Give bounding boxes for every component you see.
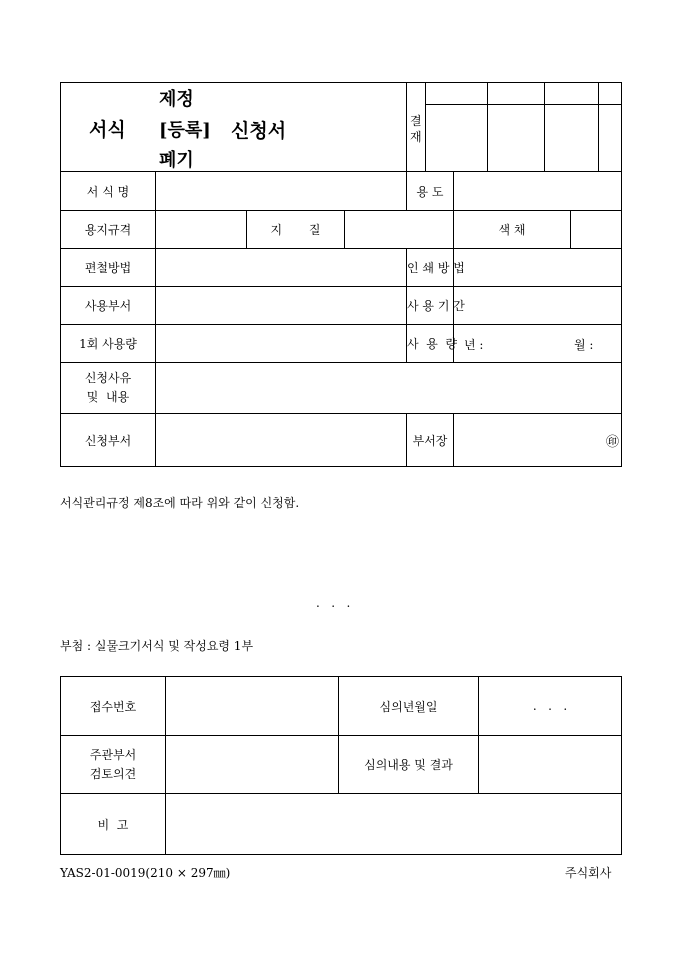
review-date-input[interactable]: . . .: [479, 677, 622, 736]
statement-text: 서식관리규정 제8조에 따라 위와 같이 신청함.: [60, 496, 300, 510]
period-label: 사 용 기 간: [407, 287, 454, 325]
attachment-text: 부첨 : 실물크기서식 및 작성요령 1부: [60, 639, 254, 653]
applicant-dept-label: 신청부서: [61, 414, 156, 467]
review-result-input[interactable]: [479, 736, 622, 794]
reason-input[interactable]: [156, 363, 622, 414]
op-register: [등록]: [159, 120, 211, 141]
dept-label: 사용부서: [61, 287, 156, 325]
dept-head-label: 부서장: [407, 414, 454, 467]
print-input[interactable]: [454, 249, 622, 287]
receipt-no-input[interactable]: [166, 677, 339, 736]
company-name: 주식회사: [565, 866, 612, 880]
doc-name: 신청서: [231, 120, 287, 142]
reason-label: 신청사유 및 내용: [61, 363, 156, 414]
application-form-table: [60, 82, 622, 467]
paper-spec-label: 용지규격: [61, 211, 156, 249]
review-table: [60, 676, 622, 855]
purpose-label: 용 도: [407, 172, 454, 211]
seal-icon: ㊞: [606, 434, 620, 450]
form-name-label: 서 식 명: [61, 172, 156, 211]
form-code: YAS2-01-0019(210 × 297㎜): [60, 866, 231, 880]
application-date[interactable]: . . .: [316, 596, 351, 610]
remarks-label: 비 고: [61, 794, 166, 855]
dept-review-input[interactable]: [166, 736, 339, 794]
usage-month: 월 :: [574, 338, 594, 352]
form-name-input[interactable]: [156, 172, 407, 211]
color-label: 색 채: [454, 211, 571, 249]
paper-spec-input[interactable]: [156, 211, 247, 249]
approval-label: 결 재: [407, 83, 426, 171]
color-input[interactable]: [571, 211, 622, 249]
per-use-label: 1회 사용량: [61, 325, 156, 363]
binding-input[interactable]: [156, 249, 407, 287]
form-label: 서식: [89, 119, 126, 141]
dept-review-label: 주관부서 검토의견: [61, 736, 166, 794]
approval-sign-box-4[interactable]: [599, 105, 651, 170]
op-establish: 제정: [159, 89, 194, 110]
applicant-dept-input[interactable]: [156, 414, 407, 467]
op-abolish: 폐기: [159, 150, 194, 171]
approval-sign-box-3[interactable]: [545, 105, 597, 170]
review-date-label: 심의년월일: [339, 677, 479, 736]
review-result-label: 심의내용 및 결과: [339, 736, 479, 794]
print-label: 인 쇄 방 법: [407, 249, 454, 287]
usage-year: 년 :: [464, 338, 484, 352]
usage-label: 사 용 량: [407, 325, 454, 363]
binding-label: 편철방법: [61, 249, 156, 287]
approval-sign-box-2[interactable]: [488, 105, 543, 170]
usage-input[interactable]: [454, 325, 622, 363]
period-input[interactable]: [454, 287, 622, 325]
purpose-input[interactable]: [454, 172, 622, 211]
paper-quality-label: 지 질: [247, 211, 345, 249]
remarks-input[interactable]: [166, 794, 622, 855]
approval-area: [407, 83, 622, 172]
per-use-input[interactable]: [156, 325, 407, 363]
dept-input[interactable]: [156, 287, 407, 325]
form-title-cell: [61, 83, 407, 172]
approval-sign-box-1[interactable]: [426, 105, 486, 170]
paper-quality-input[interactable]: [345, 211, 454, 249]
dept-head-input[interactable]: [454, 414, 622, 467]
receipt-no-label: 접수번호: [61, 677, 166, 736]
